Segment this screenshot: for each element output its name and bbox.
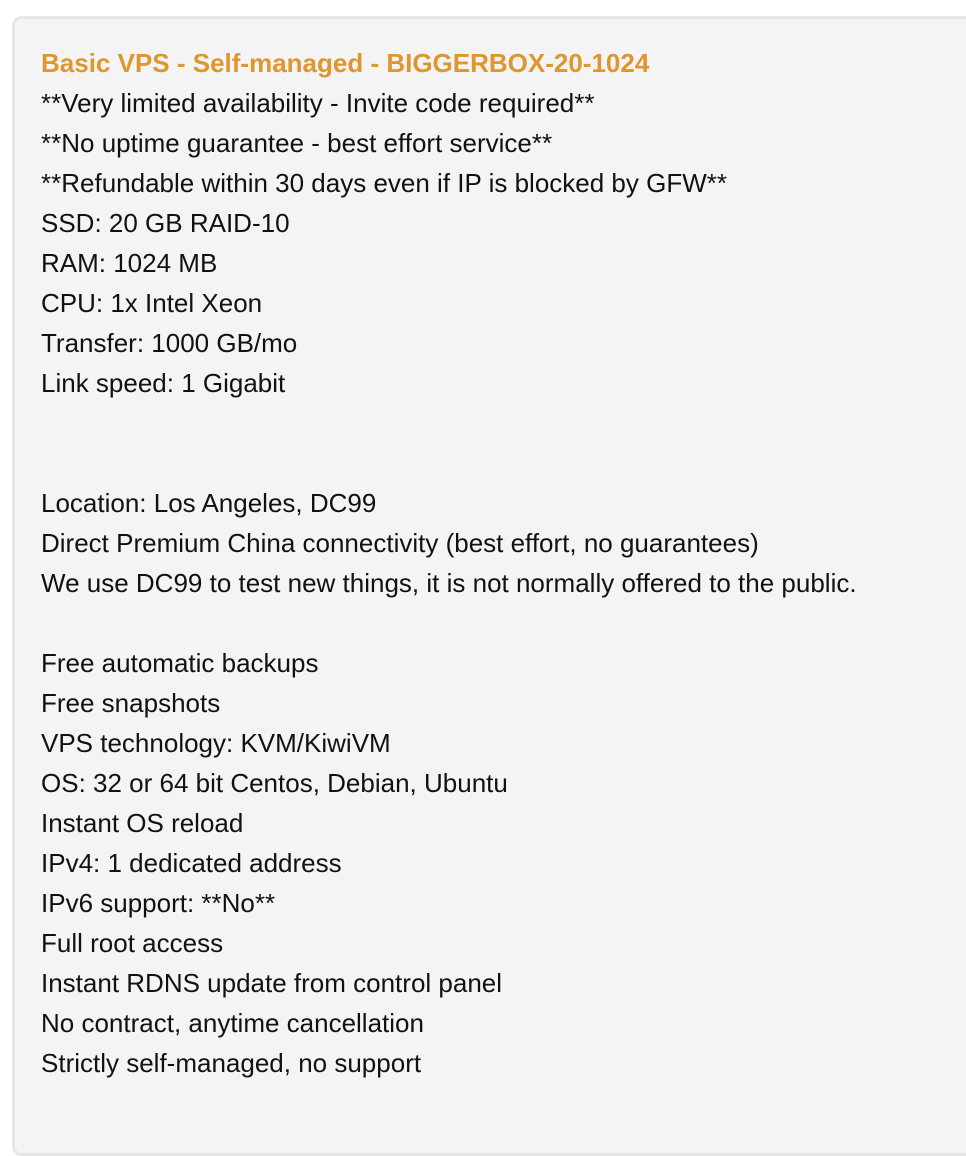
- feature-backups: Free automatic backups: [41, 648, 319, 678]
- product-description: [41, 43, 857, 1083]
- feature-vps-technology: VPS technology: KVM/KiwiVM: [41, 728, 391, 758]
- feature-ipv4: IPv4: 1 dedicated address: [41, 848, 342, 878]
- feature-os-reload: Instant OS reload: [41, 808, 244, 838]
- feature-self-managed: Strictly self-managed, no support: [41, 1048, 422, 1078]
- feature-os: OS: 32 or 64 bit Centos, Debian, Ubuntu: [41, 768, 508, 798]
- feature-ipv6: IPv6 support: **No**: [41, 888, 276, 918]
- spec-ram: RAM: 1024 MB: [41, 248, 218, 278]
- location-datacenter: Location: Los Angeles, DC99: [41, 488, 377, 518]
- notice-availability: **Very limited availability - Invite code required**: [41, 88, 595, 118]
- spec-transfer: Transfer: 1000 GB/mo: [41, 328, 298, 358]
- feature-rdns: Instant RDNS update from control panel: [41, 968, 503, 998]
- feature-no-contract: No contract, anytime cancellation: [41, 1008, 424, 1038]
- notice-refund: **Refundable within 30 days even if IP is blocked by GFW**: [41, 168, 727, 198]
- spec-link-speed: Link speed: 1 Gigabit: [41, 368, 286, 398]
- product-description-card: [12, 16, 966, 1156]
- blank-line: [41, 603, 857, 643]
- product-title: Basic VPS - Self-managed - BIGGERBOX-20-1024: [41, 48, 650, 78]
- location-china-connectivity: Direct Premium China connectivity (best effort, no guarantees): [41, 528, 759, 558]
- spec-cpu: CPU: 1x Intel Xeon: [41, 288, 263, 318]
- feature-root-access: Full root access: [41, 928, 224, 958]
- feature-snapshots: Free snapshots: [41, 688, 221, 718]
- notice-uptime: **No uptime guarantee - best effort service**: [41, 128, 553, 158]
- location-dc99-note: We use DC99 to test new things, it is not normally offered to the public.: [41, 568, 857, 598]
- spec-ssd: SSD: 20 GB RAID-10: [41, 208, 290, 238]
- blank-line: [41, 403, 857, 443]
- blank-line: [41, 443, 857, 483]
